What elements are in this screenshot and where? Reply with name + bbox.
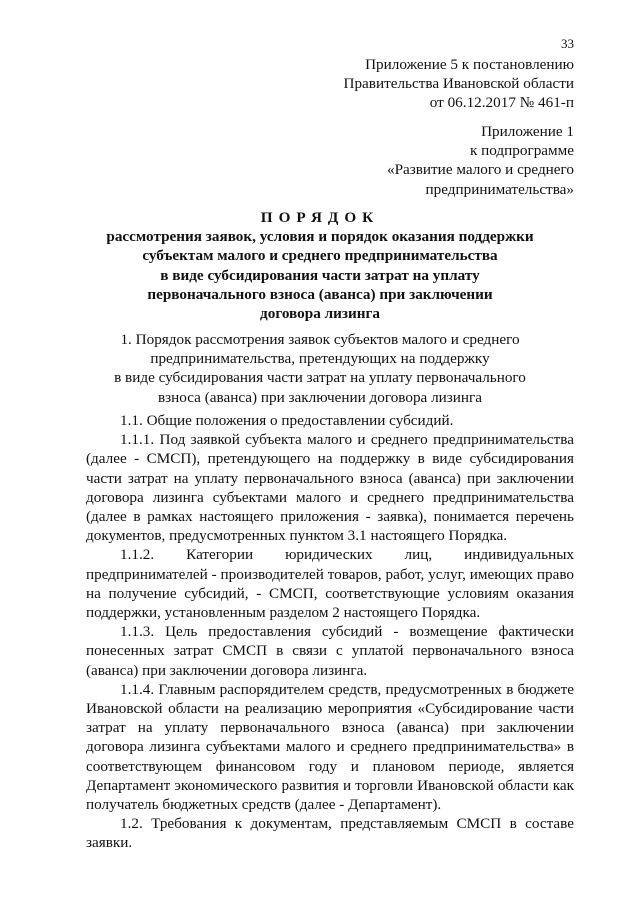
page-number: 33 <box>561 36 574 51</box>
title-line: в виде субсидирования части затрат на уплату <box>160 266 480 284</box>
attachment-sub-line: к подпрограмме <box>469 142 574 160</box>
paragraph-1-1: 1.1. Общие положения о предоставлении субсидий. <box>120 412 454 429</box>
title-line: рассмотрения заявок, условия и порядок оказания поддержки <box>106 228 534 246</box>
attachment-main-line: Приложение 5 к постановлению <box>365 56 574 73</box>
attachment-main-line: от 06.12.2017 № 461-п <box>429 94 574 112</box>
paragraph-1-1-4: 1.1.4. Главным распорядителем средств, предусмотренных в бюджете Ивановской области на реализацию мероприятия «Субсидирование части затрат на уплату первоначального взноса (аванса) при заключении договора лизинга субъектами малого и среднего предпринимательства» в соответствующем финансовом году и плановом периоде, является Департамент экономического развития и торговли Ивановской области как получатель бюджетных средств (далее - Департамент). <box>86 680 574 814</box>
paragraph-1-1-3: 1.1.3. Цель предоставления субсидий - возмещение фактически понесенных затрат СМСП в связи с уплатой первоначального взноса (аванса) при заключении договора лизинга. <box>86 623 574 679</box>
attachment-sub-block <box>387 122 574 199</box>
attachment-main-block <box>344 55 575 113</box>
document-body <box>86 411 574 853</box>
attachment-sub-line: предпринимательства» <box>425 180 574 198</box>
title-line: субъектам малого и среднего предпринимательства <box>142 247 498 265</box>
attachment-sub-line: «Развитие малого и среднего <box>386 161 574 179</box>
paragraph-1-1-1: 1.1.1. Под заявкой субъекта малого и среднего предпринимательства (далее - СМСП), претендующего на поддержку в виде субсидирования части затрат на уплату первоначального взноса (аванса) при заключении договора лизинга субъектами малого и среднего предпринимательства (далее в рамках настоящего приложения - заявка), понимается перечень документов, предусмотренных пунктом 3.1 настоящего Порядка. <box>86 431 574 545</box>
paragraph-1-2: 1.2. Требования к документам, представляемым СМСП в составе заявки. <box>86 815 574 852</box>
attachment-main-line: Правительства Ивановской области <box>343 75 574 93</box>
section-heading-line: взноса (аванса) при заключении договора лизинга <box>157 388 483 406</box>
title-line: первоначального взноса (аванса) при заключении <box>147 285 493 303</box>
document-title <box>86 208 554 323</box>
section-heading-line: 1. Порядок рассмотрения заявок субъектов малого и среднего <box>120 331 520 348</box>
title-heading: ПОРЯДОК <box>260 209 380 226</box>
attachment-sub-line: Приложение 1 <box>481 123 574 140</box>
title-line: договора лизинга <box>260 305 380 323</box>
section-heading-line: предпринимательства, претендующих на поддержку <box>150 350 490 368</box>
section-heading <box>86 330 554 407</box>
section-heading-line: в виде субсидирования части затрат на уплату первоначального <box>114 369 526 387</box>
paragraph-1-1-2: 1.1.2. Категории юридических лиц, индивидуальных предпринимателей - производителей товаров, работ, услуг, имеющих право на получение субсидий, - СМСП, соответствующие условиям оказания поддержки, установленным разделом 2 настоящего Порядка. <box>86 546 574 622</box>
